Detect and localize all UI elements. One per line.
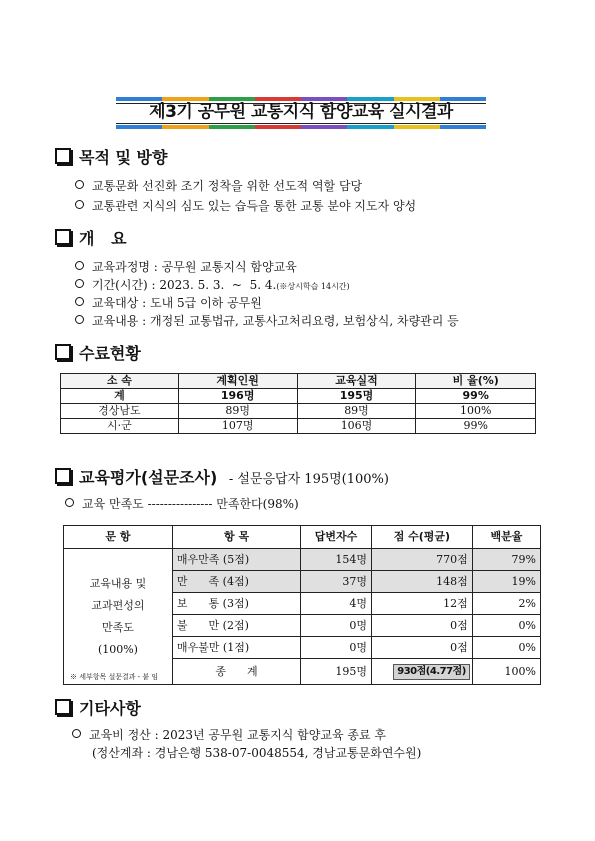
table-row [64,549,541,571]
evaluation-table [63,525,541,685]
table-cell: 0명 [301,615,372,637]
table-cell: 100% [472,659,540,685]
circle-bullet-icon [75,297,84,306]
table-cell: 19% [472,571,540,593]
circle-bullet-icon [75,279,84,288]
table-cell: 만 족 (4점) [172,571,300,593]
table-cell: 107명 [178,419,297,434]
title-color-segment [116,125,162,129]
table-cell: 154명 [301,549,372,571]
title-color-segment [347,125,393,129]
question-label: 교육내용 및 교과편성의 만족도 (100%) [64,549,173,685]
table-cell: 0점 [371,637,472,659]
circle-bullet-icon [72,729,81,738]
table-header-row [64,526,541,549]
evaluation-footnote: ※ 세부항목 설문결과 - 붙 임 [70,673,159,681]
circle-bullet-icon [65,498,74,507]
overview-item: 교육대상 : 도내 5급 이하 공무원 [75,295,262,311]
table-header: 소 속 [61,374,179,389]
section-heading-completion: 수료현황 [55,343,141,365]
table-header: 계획인원 [178,374,297,389]
table-header: 교육실적 [297,374,416,389]
circle-bullet-icon [75,200,84,209]
etc-item-account: (정산계좌 : 경남은행 538-07-0048554, 경남교통문화연수원) [92,746,422,760]
title-color-bar-bottom [116,125,486,129]
square-bullet-icon [55,229,71,245]
title-color-segment [301,125,347,129]
table-cell: 4명 [301,593,372,615]
section-heading-overview: 개 요 [55,228,127,250]
etc-item: 교육비 정산 : 2023년 공무원 교통지식 함양교육 종료 후 [72,727,386,743]
square-bullet-icon [55,344,71,360]
table-cell: 경상남도 [61,404,179,419]
table-cell: 106명 [297,419,416,434]
table-cell: 보 통 (3점) [172,593,300,615]
overview-item: 기간(시간) : 2023. 5. 3. ~ 5. 4.(※상시학습 14시간) [75,277,350,295]
table-header: 비 율(%) [416,374,536,389]
table-cell: 89명 [297,404,416,419]
table-row [61,419,536,434]
total-score-highlight: 930점(4.77점) [393,664,470,680]
table-cell: 12점 [371,593,472,615]
table-cell: 37명 [301,571,372,593]
purpose-item: 교통관련 지식의 심도 있는 습득을 통한 교통 분야 지도자 양성 [75,198,416,214]
table-cell: 0% [472,615,540,637]
title-color-segment [440,125,486,129]
square-bullet-icon [55,468,71,484]
circle-bullet-icon [75,180,84,189]
evaluation-summary: 교육 만족도 ---------------- 만족한다(98%) [65,496,299,512]
table-cell: 79% [472,549,540,571]
table-cell: 계 [61,389,179,404]
overview-item: 교육내용 : 개정된 교통법규, 교통사고처리요령, 보험상식, 차량관리 등 [75,313,459,329]
table-header: 백분율 [472,526,540,549]
table-cell: 99% [416,389,536,404]
table-header: 문 항 [64,526,173,549]
table-cell: 불 만 (2점) [172,615,300,637]
section-heading-etc: 기타사항 [55,698,141,720]
table-header: 답변자수 [301,526,372,549]
circle-bullet-icon [75,261,84,270]
table-cell [371,659,472,685]
table-cell: 148점 [371,571,472,593]
evaluation-respondents: - 설문응답자 195명(100%) [228,472,389,487]
square-bullet-icon [55,148,71,164]
title-color-segment [162,125,208,129]
title-color-segment [255,125,301,129]
table-cell: 195명 [301,659,372,685]
table-row [61,404,536,419]
purpose-item: 교통문화 선진화 조기 정착을 위한 선도적 역할 담당 [75,178,362,194]
circle-bullet-icon [75,315,84,324]
title-color-segment [394,125,440,129]
table-cell: 2% [472,593,540,615]
page-title: 제3기 공무원 교통지식 함양교육 실시결과 [149,102,453,122]
section-heading-evaluation: 교육평가(설문조사) - 설문응답자 195명(100%) [55,467,389,489]
table-cell: 196명 [178,389,297,404]
table-cell: 100% [416,404,536,419]
table-header: 항 목 [172,526,300,549]
table-cell: 매우불만 (1점) [172,637,300,659]
table-cell: 0점 [371,615,472,637]
table-cell: 매우만족 (5점) [172,549,300,571]
page-title-box [116,97,486,127]
table-cell: 770점 [371,549,472,571]
table-cell: 종 계 [172,659,300,685]
square-bullet-icon [55,699,71,715]
table-header: 점 수(평균) [371,526,472,549]
table-cell: 99% [416,419,536,434]
table-cell: 195명 [297,389,416,404]
title-rule-bottom [116,123,486,124]
table-cell: 시·군 [61,419,179,434]
table-row-total [61,389,536,404]
completion-table [60,373,536,434]
title-color-segment [209,125,255,129]
section-heading-purpose: 목적 및 방향 [55,147,167,169]
table-cell: 89명 [178,404,297,419]
table-cell: 0명 [301,637,372,659]
overview-item: 교육과정명 : 공무원 교통지식 함양교육 [75,259,297,275]
table-cell: 0% [472,637,540,659]
